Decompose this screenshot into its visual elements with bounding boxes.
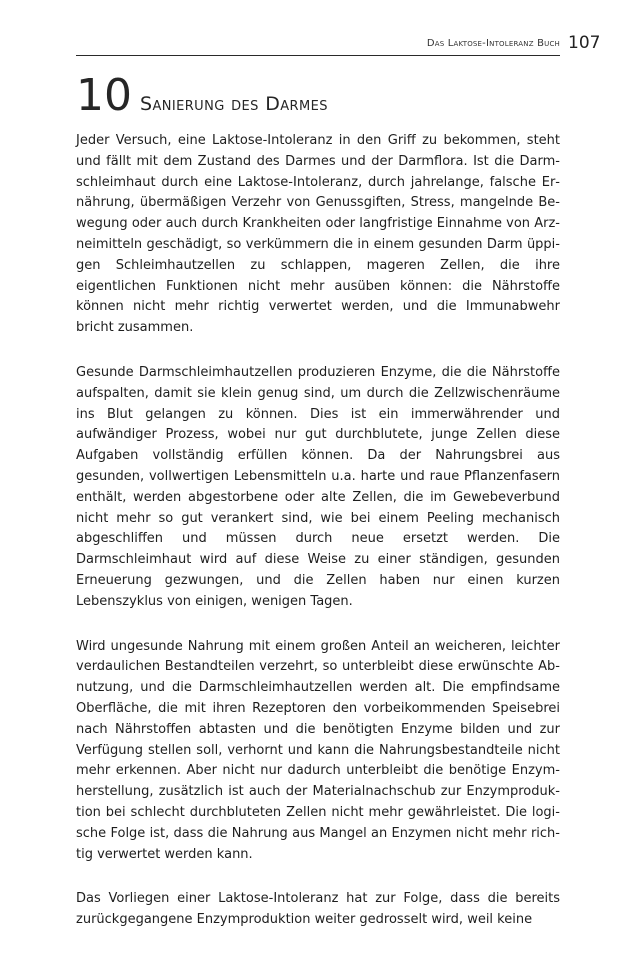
chapter-heading <box>76 70 596 121</box>
paragraph: Wird ungesunde Nahrung mit einem großen Anteil an weicheren, leichter verdaulichen Bestandteilen verzehrt, so unterbleibt diese erwünschte Abnutzung, und die Darmschleimhautzellen werden alt. Die empfindsame Oberfläche, die mit ihren Rezeptoren den vorbeikommenden Speisebrei nach Nährstoffen abtasten und die benötigten Enzyme bilden und zur Verfügung stellen soll, verhornt und kann die Nahrungsbestandteile nicht mehr erkennen. Aber nicht nur dadurch unterbleibt die benötige Enzymherstellung, zusätzlich ist auch der Materialnachschub zur Enzymproduktion bei schlecht durchbluteten Zellen nicht mehr gewährleistet. Die logische Folge ist, dass die Nahrung aus Mangel an Enzymen nicht mehr richtig verwertet werden kann. <box>76 638 560 862</box>
paragraph: Gesunde Darmschleimhautzellen produzieren Enzyme, die die Nährstoffe aufspalten, damit sie klein genug sind, um durch die Zellzwischenräume ins Blut gelangen zu können. Dies ist ein immerwährender und aufwändiger Prozess, wobei nur gut durchblutete, junge Zellen diese Aufgaben vollständig erfüllen können. Da der Nahrungsbrei aus gesunden, vollwertigen Lebensmitteln u.a. harte und raue Pflanzenfasern enthält, werden abgestorbene oder alte Zellen, die im Gewebeverbund nicht mehr so gut verankert sind, wie bei einem Peeling mechanisch abgeschliffen und müssen durch neue ersetzt werden. Die Darmschleimhaut wird auf diese Weise zu einer ständigen, gesunden Erneuerung gezwungen, und die Zellen haben nur einen kurzen Lebenszyklus von einigen, wenigen Tagen. <box>76 364 560 609</box>
body-text <box>76 131 560 955</box>
running-head: Das Laktose-Intoleranz Buch <box>426 38 560 49</box>
paragraph: Jeder Versuch, eine Laktose-Intoleranz in den Griff zu bekommen, steht und fällt mit dem Zustand des Darmes und der Darmflora. Ist die Darmschleimhaut durch eine Laktose-Intoleranz, durch jahrelange, falsche Ernährung, übermäßigen Verzehr von Genussgiften, Stress, mangelnde Bewegung oder auch durch Krankheiten oder langfristige Einnahme von Arzneimitteln geschädigt, so verkümmern die in einem gesunden Darm üppigen Schleimhautzellen zu schlappen, mageren Zellen, die ihre eigentlichen Funktionen nicht mehr ausüben können: die Nährstoffe können nicht mehr richtig verwertet werden, und die Immunabwehr bricht zusammen. <box>76 133 560 336</box>
chapter-title: Sanierung des Darmes <box>140 93 328 115</box>
chapter-number: 10 <box>76 70 132 121</box>
page-number: 107 <box>568 33 601 53</box>
paragraph: Das Vorliegen einer Laktose-Intoleranz hat zur Folge, dass die bereits zurückgegangene Enzymproduktion weiter gedrosselt wird, weil keine <box>76 891 560 928</box>
header-rule <box>76 55 560 56</box>
